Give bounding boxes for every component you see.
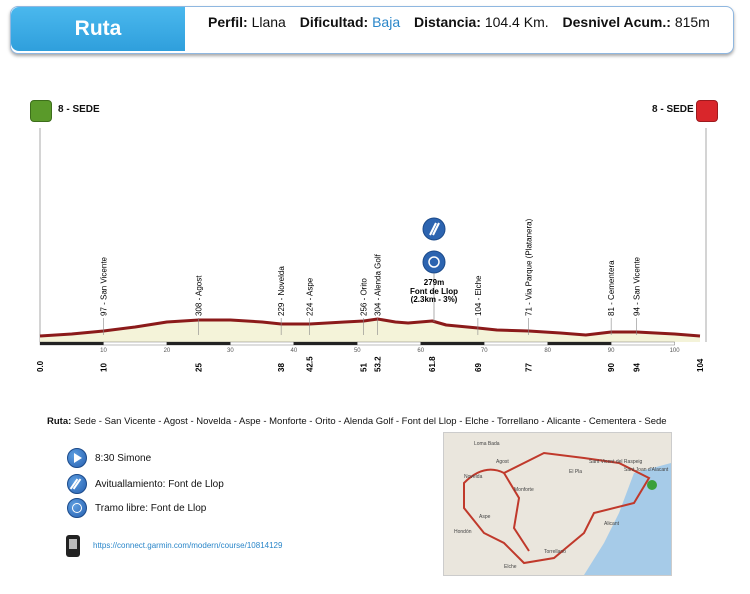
km-marker: 10	[99, 363, 109, 372]
scale-segment	[548, 342, 611, 345]
finish-flag-icon	[696, 100, 718, 122]
km-marker: 90	[607, 363, 617, 372]
scale-tick-label: 90	[607, 348, 615, 354]
waypoint-label: 104 - Elche	[473, 275, 483, 316]
km-marker: 69	[473, 363, 483, 372]
scale-tick-label: 30	[227, 348, 234, 354]
route-tab-label: Ruta	[74, 17, 122, 40]
map-label: Aspe	[479, 514, 491, 520]
route-text: Sede - San Vicente - Agost - Novelda - Aspe - Monforte - Orito - Alenda Golf - Font del Llop - Elche - Torrellano - Alicante - Cementera - Sede	[73, 416, 667, 427]
km-marker: 38	[277, 363, 287, 372]
dificultad-label: Dificultad:	[299, 14, 369, 30]
legend-timer-text: Tramo libre: Font de Llop	[95, 502, 207, 514]
scale-tick-label: 80	[544, 348, 552, 354]
waypoint-label: 304 - Alenda Golf	[373, 254, 383, 316]
legend-timer	[67, 498, 206, 518]
timer-icon	[67, 498, 87, 518]
km-marker: 61.8	[428, 356, 438, 372]
km-marker: 51	[359, 363, 369, 372]
map-label: El Pla	[569, 469, 583, 475]
km-marker: 0.0	[36, 360, 45, 372]
peak-name: Font de Llop	[410, 287, 458, 296]
km-marker: 104	[696, 358, 705, 372]
route-map[interactable]	[443, 432, 672, 576]
map-label: Agost	[496, 459, 509, 465]
scale-tick-label: 60	[417, 348, 425, 354]
distancia-value: 104.4 Km.	[484, 14, 549, 30]
map-label: Monforte	[514, 487, 534, 493]
waypoint-label: 71 - Via Parque (Platanera)	[524, 218, 534, 316]
waypoint-label: 81 - Cementera	[607, 260, 617, 316]
desnivel-value: 815m	[674, 14, 710, 30]
scale-segment	[230, 342, 293, 345]
scale-tick-label: 40	[290, 348, 298, 354]
start-flag-icon	[30, 100, 52, 122]
route-label: Ruta:	[47, 416, 72, 427]
km-marker: 94	[632, 363, 642, 372]
legend-feed-text: Avituallamiento: Font de Llop	[95, 478, 224, 490]
legend-start	[67, 448, 151, 468]
garmin-course-link[interactable]: https://connect.garmin.com/modern/course/10814129	[93, 541, 283, 550]
km-marker: 42.5	[305, 356, 315, 372]
map-label: Sant Joan d'Alacant	[624, 467, 669, 473]
scale-tick-label: 100	[669, 348, 680, 354]
scale-segment	[103, 342, 166, 345]
peak-altitude: 279m	[423, 278, 445, 287]
map-label: Torrellano	[544, 549, 566, 555]
km-marker: 77	[524, 363, 534, 372]
map-label: Hondón	[454, 529, 472, 535]
desnivel-label: Desnivel Acum.:	[562, 14, 671, 30]
map-label: Elche	[504, 564, 517, 570]
scale-tick-label: 10	[100, 348, 107, 354]
scale-tick-label: 50	[353, 348, 361, 354]
waypoint-label: 94 - San Vicente	[632, 256, 642, 316]
end-label: 8 - SEDE	[652, 104, 694, 115]
perfil-label: Perfil:	[208, 14, 248, 30]
scale-segment	[484, 342, 547, 345]
km-marker: 25	[194, 363, 204, 372]
feed-icon	[67, 474, 87, 494]
scale-segment	[40, 342, 103, 345]
scale-segment	[421, 342, 484, 345]
waypoint-label: 308 - Agost	[194, 275, 204, 316]
dificultad-value: Baja	[372, 14, 401, 30]
distancia-label: Distancia:	[414, 14, 481, 30]
waypoint-label: 256 - Orito	[359, 278, 369, 316]
map-label: Novelda	[464, 474, 483, 480]
waypoint-label: 229 - Novelda	[277, 266, 287, 316]
waypoint-label: 97 - San Vicente	[99, 256, 109, 316]
map-canvas	[444, 433, 671, 575]
start-label: 8 - SEDE	[58, 104, 100, 115]
scale-segment	[167, 342, 230, 345]
peak-detail: (2.3km - 3%)	[410, 295, 458, 304]
play-icon	[67, 448, 87, 468]
scale-segment	[294, 342, 357, 345]
map-label: Alicant	[604, 521, 620, 527]
scale-segment	[611, 342, 674, 345]
scale-tick-label: 70	[480, 348, 488, 354]
scale-segment	[357, 342, 420, 345]
map-label: Sant Vicent del Raspeig	[589, 459, 643, 465]
garmin-device-icon	[66, 535, 80, 557]
feed-marker	[423, 218, 445, 240]
perfil-value: Llana	[251, 14, 286, 30]
legend-start-text: 8:30 Simone	[95, 452, 152, 464]
legend-feed	[67, 474, 224, 494]
route-description	[47, 416, 667, 427]
timer-marker	[423, 251, 445, 273]
km-marker: 53.2	[373, 356, 383, 372]
scale-tick-label: 20	[163, 348, 171, 354]
map-label: Loma Bada	[474, 441, 500, 447]
waypoint-label: 224 - Aspe	[305, 277, 315, 316]
